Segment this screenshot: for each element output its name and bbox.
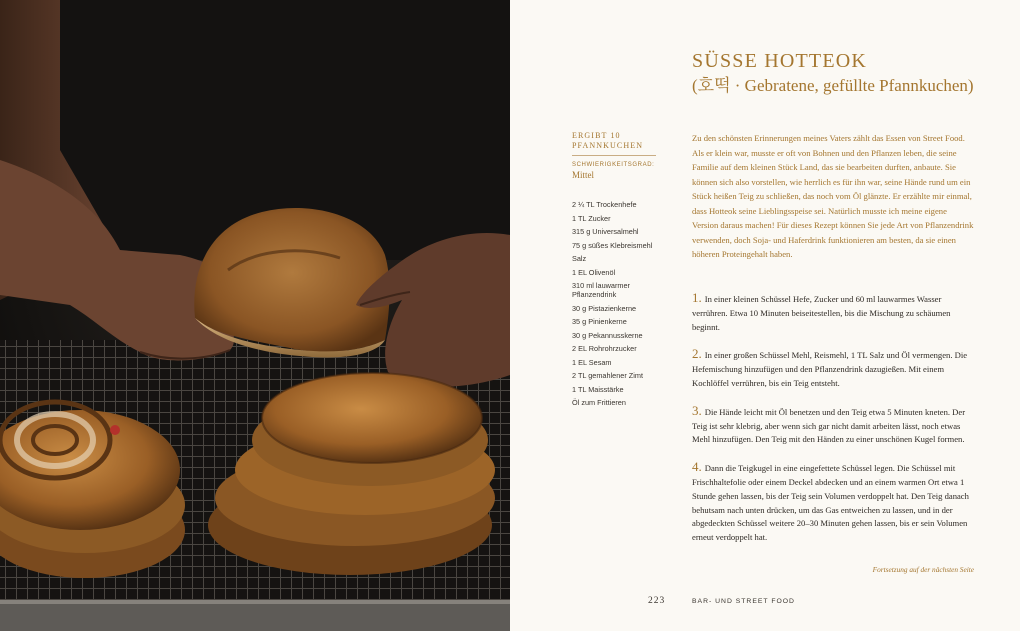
step-item [692, 347, 974, 390]
step-item [692, 460, 974, 545]
step-number: 3. [692, 402, 702, 418]
recipe-title: SÜSSE HOTTEOK [692, 50, 868, 72]
recipe-meta [572, 131, 662, 181]
step-number: 2. [692, 346, 702, 362]
step-text: In einer kleinen Schüssel Hefe, Zucker und 60 ml lauwarmes Wasser verrühren. Etwa 10 Minuten beiseitestellen, bis die Mischung zu schäumen beginnt. [692, 294, 951, 332]
ingredient-item: 30 g Pistazienkerne [572, 303, 637, 313]
ingredient-item: 35 g Pinienkerne [572, 317, 627, 326]
step-number: 4. [692, 459, 702, 475]
difficulty-label: SCHWIERIGKEITSGRAD: [572, 162, 655, 168]
step-text: Dann die Teigkugel in eine eingefettete Schüssel legen. Die Schüssel mit Frischhaltefolie oder einem Deckel abdecken und an einem warmen Ort etwa 1 Stunde gehen lassen, bis der Teig sein Volumen verdoppelt hat. Den Teig danach behutsam nach unten drücken, um das Gas entweichen zu lassen, und in der abgedeckten Schüssel weitere 20–30 Minuten gehen lassen, bis er sein Volumen erneut verdoppelt hat. [692, 463, 969, 543]
step-number: 1. [692, 290, 702, 305]
ingredient-item: 2 TL gemahlener Zimt [572, 371, 643, 380]
recipe-subtitle: (호떡 · Gebratene, gefüllte Pfannkuchen) [692, 76, 974, 95]
ingredient-item: 310 ml lauwarmer Pflanzendrink [572, 281, 630, 299]
yield-text: ERGIBT 10 PFANNKUCHEN [572, 131, 644, 150]
ingredient-item: Salz [572, 254, 587, 263]
step-text: Die Hände leicht mit Öl benetzen und den Teig etwa 5 Minuten kneten. Der Teig ist sehr klebrig, aber wenn sich gar nicht damit arbeiten lässt, noch etwas Mehl hinzufügen. Den Teig mit den Händen zu einer unschönen Kugel formen. [692, 406, 966, 445]
recipe-title-block [692, 48, 992, 98]
ingredient-item: Öl zum Frittieren [572, 398, 626, 407]
ingredient-item: 315 g Universalmehl [572, 227, 639, 236]
ingredient-list [572, 200, 662, 412]
ingredient-item: 2 ¼ TL Trockenhefe [572, 200, 637, 209]
ingredient-item: 2 EL Rohrohrzucker [572, 344, 637, 353]
ingredient-item: 1 TL Maisstärke [572, 384, 624, 394]
step-item [692, 404, 974, 447]
ingredient-item: 30 g Pekannusskerne [572, 330, 643, 340]
step-list [692, 291, 974, 558]
page-number: 223 [648, 596, 666, 606]
meta-divider [572, 155, 656, 156]
ingredient-item: 1 EL Olivenöl [572, 267, 616, 277]
ingredient-item: 1 EL Sesam [572, 357, 612, 367]
ingredient-item: 1 TL Zucker [572, 213, 611, 223]
step-text: In einer großen Schüssel Mehl, Reismehl, 1 TL Salz und Öl vermengen. Die Hefemischung hinzufügen und den Pflanzendrink dazugießen. Mit einem Kochlöffel verrühren, bis ein Teig entsteht. [692, 350, 968, 388]
recipe-page [510, 0, 1020, 631]
continued-note: Fortsetzung auf der nächsten Seite [872, 565, 974, 574]
ingredient-item: 75 g süßes Klebreismehl [572, 240, 653, 250]
section-title: BAR- UND STREET FOOD [692, 598, 795, 605]
difficulty-value: Mittel [572, 170, 594, 180]
recipe-intro: Zu den schönsten Erinnerungen meines Vaters zählt das Essen von Street Food. Als er klein war, musste er oft von Bohnen und den Pflanzen leben, die seine Familie auf dem kleinen Stück Land, das sie bearbeiten durften, anbaute. Sie können sich also vorstellen, wie herrlich es für ihn war, seine Hände rund um ein Stück heißen Teig zu schließen, das noch vom Öl glänzte. Er erzählte mir einmal, dass Hotteok seine Lieblingsspeise sei. Natürlich musste ich meine eigene Version daraus machen! Für dieses Rezept können Sie jede Art von Pflanzendrink verwenden, doch Soja- und Haferdrink funktionieren am besten, da sie einen höheren Proteingehalt haben. [692, 133, 974, 259]
step-item [692, 291, 974, 334]
